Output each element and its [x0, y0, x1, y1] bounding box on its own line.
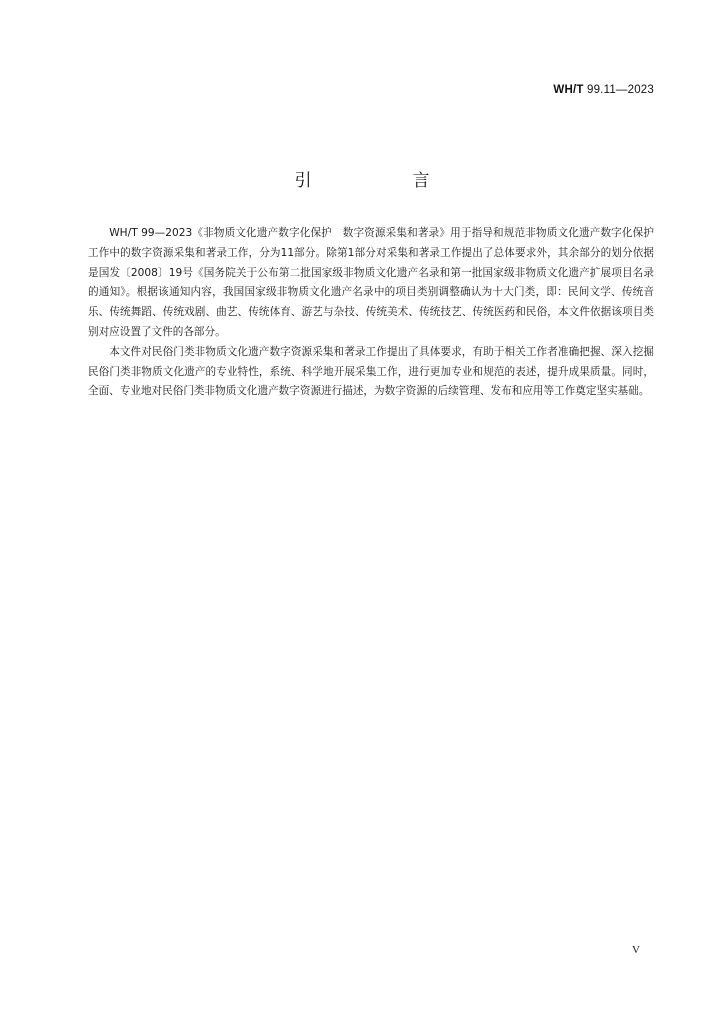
standard-prefix: WH/T — [553, 84, 584, 96]
introduction-body — [88, 224, 654, 402]
section-title: 引 言 — [294, 171, 472, 191]
standard-code-header — [553, 84, 654, 96]
paragraph-1: WH/T 99—2023《非物质文化遗产数字化保护 数字资源采集和著录》用于指导和规范非物质文化遗产数字化保护工作中的数字资源采集和著录工作，分为11部分。除第1部分对采集和著录工作提出了总体要求外，其余部分的划分依据是国发〔2008〕19号《国务院关于公布第二批国家级非物质文化遗产名录和第一批国家级非物质文化遗产扩展项目名录的通知》。根据该通知内容，我国国家级非物质文化遗产名录中的项目类别调整确认为十大门类，即：民间文学、传统音乐、传统舞蹈、传统戏剧、曲艺、传统体育、游艺与杂技、传统美术、传统技艺、传统医药和民俗，本文件依据该项目类别对应设置了文件的各部分。 — [88, 227, 654, 338]
paragraph-2: 本文件对民俗门类非物质文化遗产数字资源采集和著录工作提出了具体要求，有助于相关工作者准确把握、深入挖掘民俗门类非物质文化遗产的专业特性，系统、科学地开展采集工作，进行更加专业和规范的表述，提升成果质量。同时，全面、专业地对民俗门类非物质文化遗产数字资源进行描述，为数字资源的后续管理、发布和应用等工作奠定坚实基础。 — [88, 345, 654, 398]
page-number: V — [632, 944, 640, 956]
standard-number: 99.11—2023 — [586, 84, 654, 96]
